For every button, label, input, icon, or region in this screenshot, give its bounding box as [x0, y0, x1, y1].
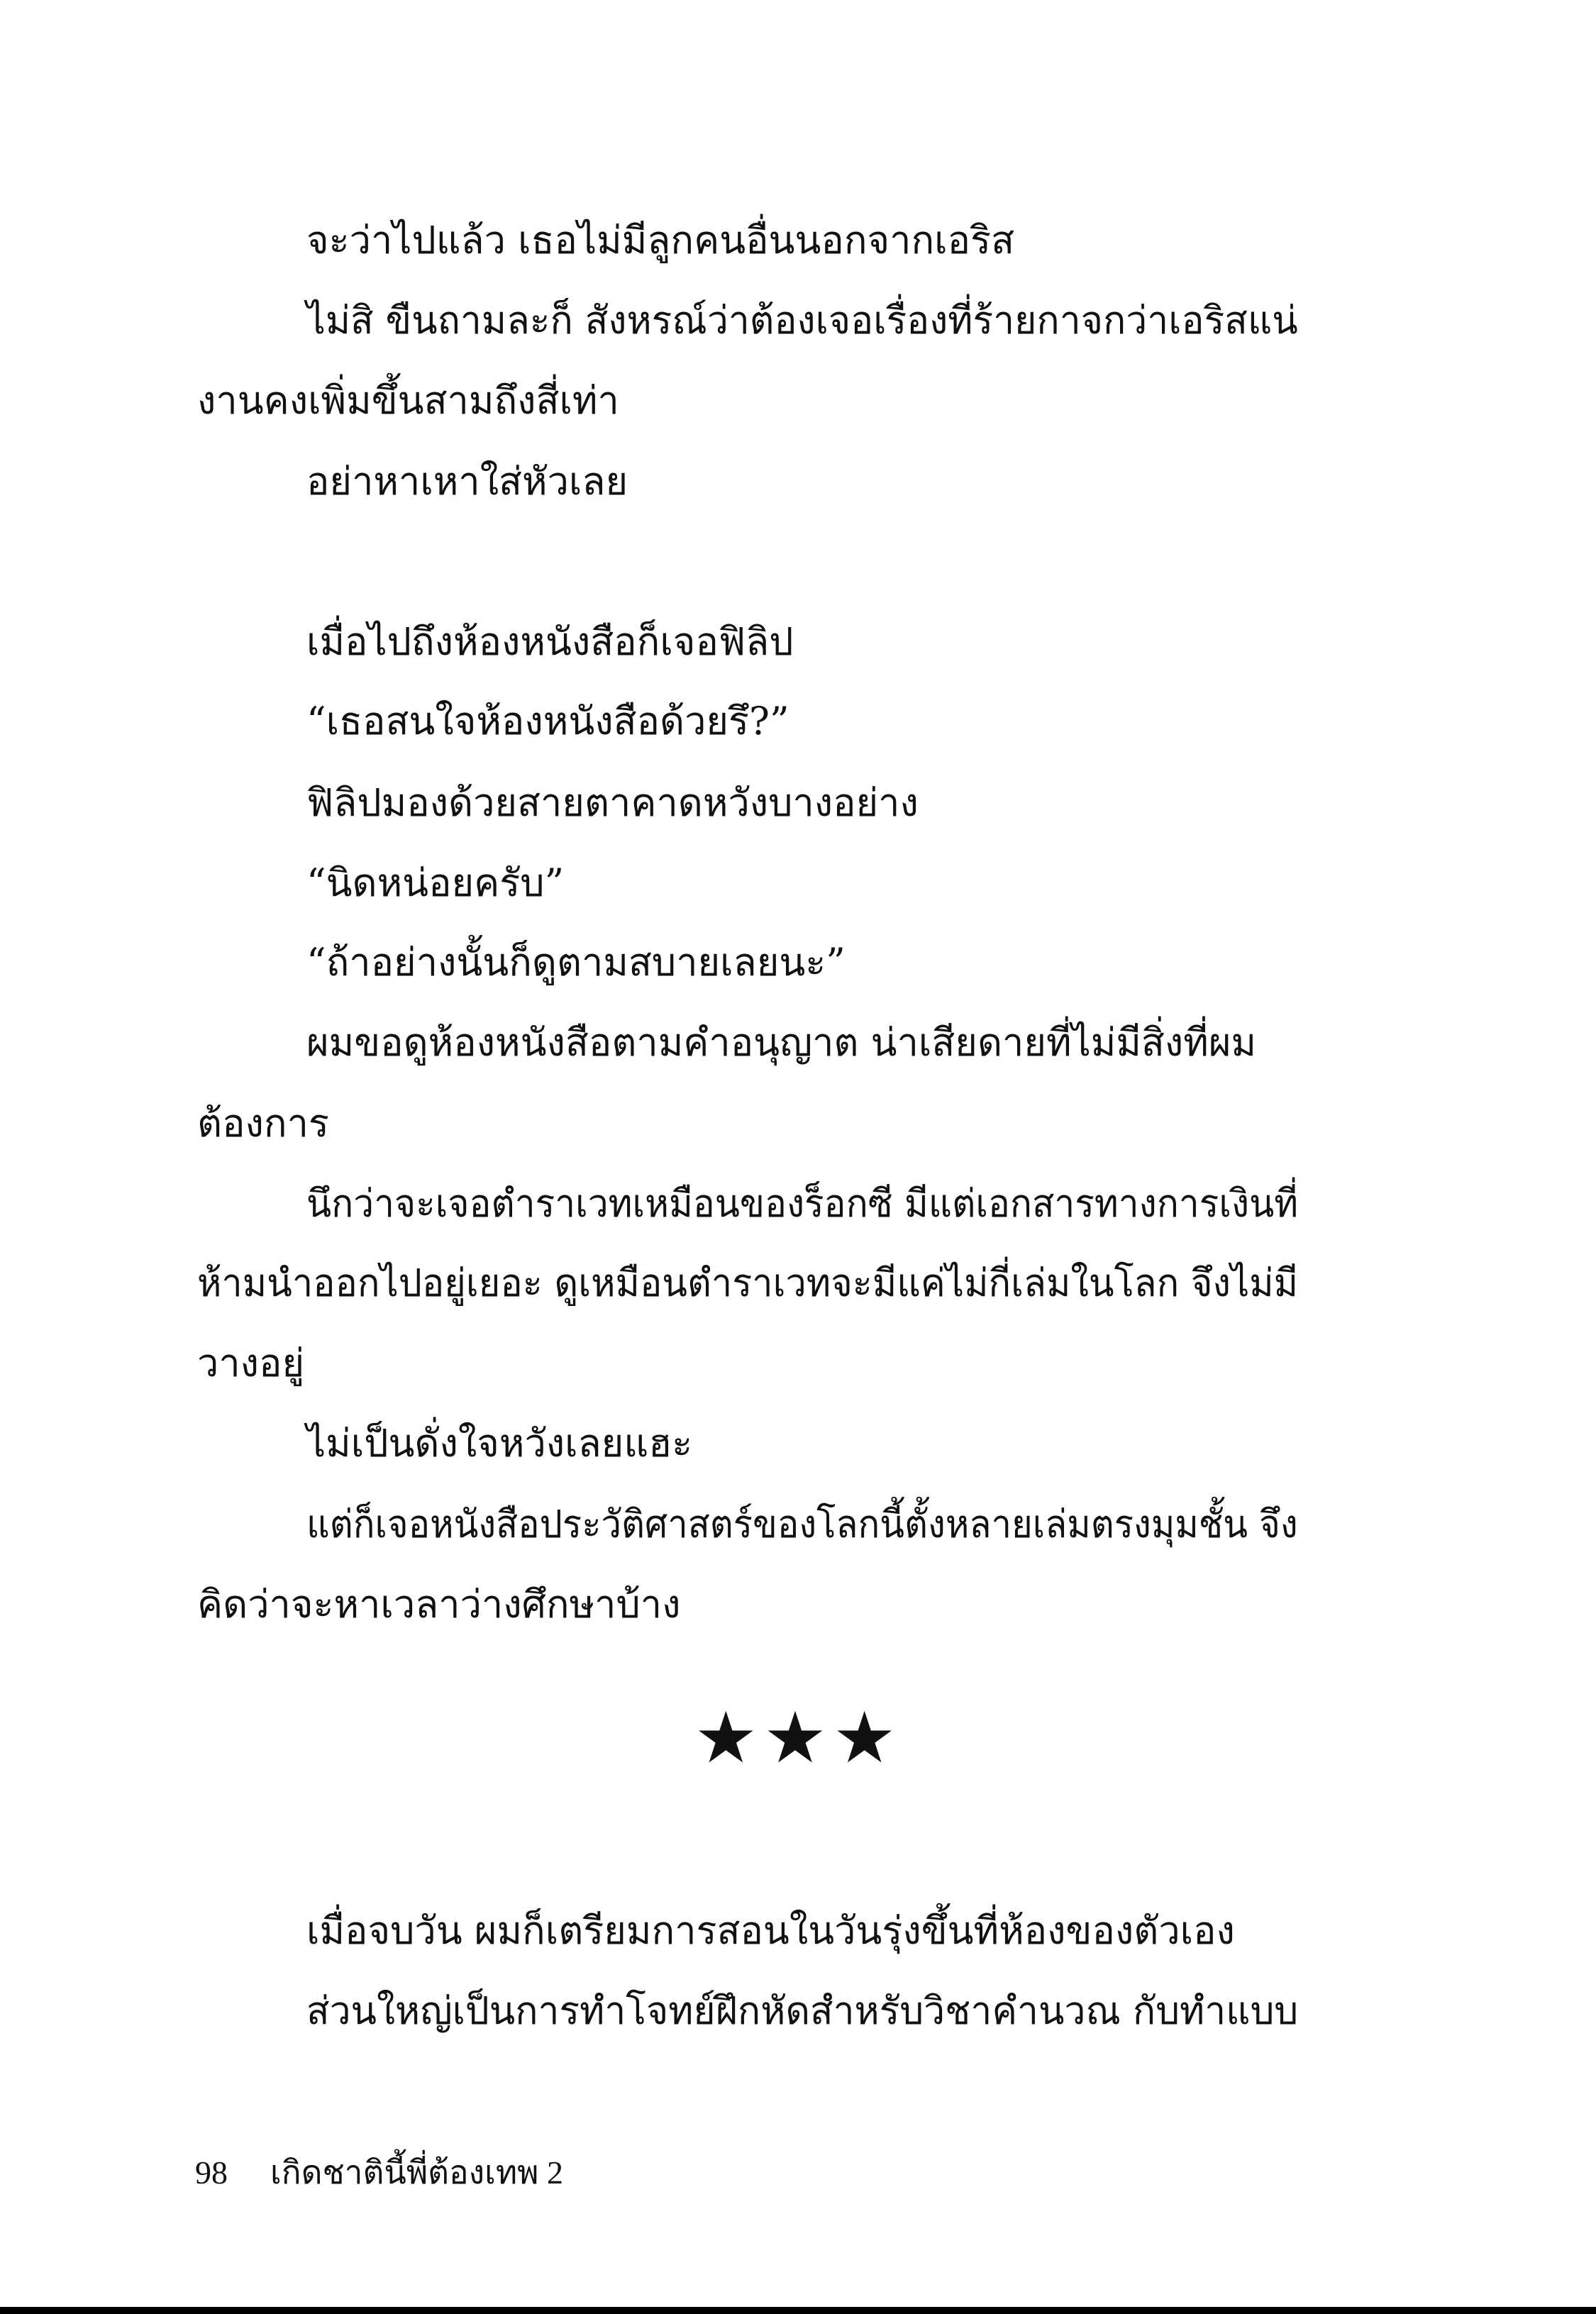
page-footer	[195, 2154, 563, 2191]
paragraph-line: ฟิลิปมองด้วยสายตาคาดหวังบางอย่าง	[306, 780, 919, 825]
paragraph-line: ไม่เป็นดั่งใจหวังเลยแฮะ	[306, 1421, 693, 1466]
dialogue-line: “ถ้าอย่างนั้นก็ดูตามสบายเลยนะ”	[306, 940, 846, 985]
book-title: เกิดชาตินี้พี่ต้องเทพ 2	[270, 2154, 563, 2191]
paragraph-line: แต่ก็เจอหนังสือประวัติศาสตร์ของโลกนี้ตั้งหลายเล่มตรงมุมชั้น จึง	[306, 1502, 1298, 1546]
dialogue-line: “เธอสนใจห้องหนังสือด้วยรึ?”	[306, 699, 789, 743]
paragraph-line: งานคงเพิ่มขึ้นสามถึงสี่เท่า	[197, 378, 619, 423]
paragraph-line: อย่าหาเหาใส่หัวเลย	[306, 459, 628, 504]
paragraph-line: วางอยู่	[197, 1341, 305, 1385]
bottom-border	[0, 2307, 1596, 2314]
section-divider-stars: ★★★	[694, 1696, 902, 1779]
paragraph-line: คิดว่าจะหาเวลาว่างศึกษาบ้าง	[197, 1582, 681, 1627]
paragraph-line: ต้องการ	[197, 1101, 329, 1146]
paragraph-line: นึกว่าจะเจอตำราเวทเหมือนของร็อกซี มีแต่เอกสารทางการเงินที่	[306, 1181, 1299, 1226]
paragraph-line: จะว่าไปแล้ว เธอไม่มีลูกคนอื่นนอกจากเอริส	[306, 218, 1015, 262]
dialogue-line: “นิดหน่อยครับ”	[306, 860, 565, 905]
paragraph-line: ไม่สิ ขืนถามละก็ สังหรณ์ว่าต้องเจอเรื่องที่ร้ายกาจกว่าเอริสแน่	[306, 298, 1298, 343]
paragraph-line: ผมขอดูห้องหนังสือตามคำอนุญาต น่าเสียดายที่ไม่มีสิ่งที่ผม	[306, 1020, 1257, 1065]
paragraph-line: ส่วนใหญ่เป็นการทำโจทย์ฝึกหัดสำหรับวิชาคำนวณ กับทำแบบ	[306, 1988, 1299, 2033]
paragraph-line: เมื่อจบวัน ผมก็เตรียมการสอนในวันรุ่งขึ้นที่ห้องของตัวเอง	[306, 1908, 1235, 1953]
paragraph-line: เมื่อไปถึงห้องหนังสือก็เจอฟิลิป	[306, 619, 794, 664]
paragraph-line: ห้ามนำออกไปอยู่เยอะ ดูเหมือนตำราเวทจะมีแค่ไม่กี่เล่มในโลก จึงไม่มี	[197, 1261, 1299, 1305]
page-number: 98	[195, 2154, 228, 2191]
